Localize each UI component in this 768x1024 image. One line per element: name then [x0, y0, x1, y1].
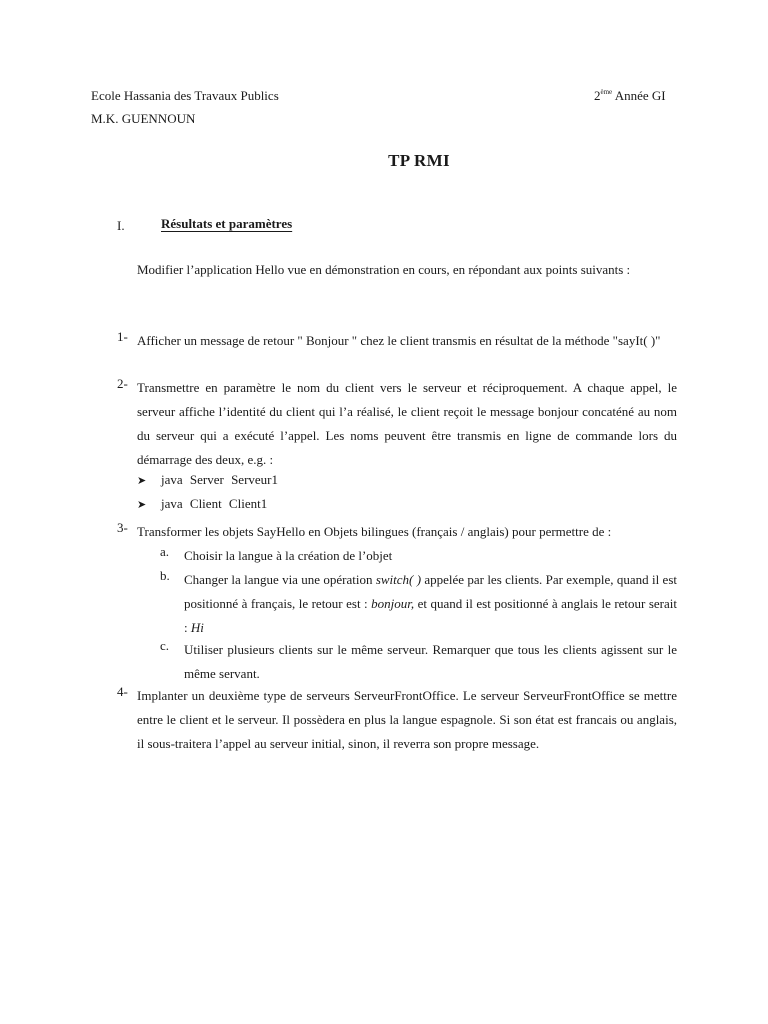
subitem-c-label: c.: [160, 638, 170, 653]
page-title: TP RMI: [388, 151, 450, 170]
arrow-bullet-icon: ➤: [137, 475, 147, 487]
item-2-text: Transmettre en paramètre le nom du client vers le serveur et réciproquement. A chaque appel, le serveur affiche l’identité du client qui l’a réalisé, le client reçoit le message bonjour concaténé au nom du serveur qui a exécuté l’appel. Les noms peuvent être transmis en ligne de commande lors du démarrage des deux, e.g. :: [137, 380, 677, 467]
item-1-text: Afficher un message de retour " Bonjour " chez le client transmis en résultat de la méthode "sayIt( )": [137, 333, 661, 348]
item-1-number: 1-: [117, 329, 128, 344]
year-label: [594, 88, 666, 104]
bullet-line-1: java Server Serveur1: [161, 472, 279, 487]
bullet-line-2: java Client Client1: [161, 496, 268, 511]
item-3-text: Transformer les objets SayHello en Objets bilingues (français / anglais) pour permettre de :: [137, 524, 612, 539]
year-superscript: ème: [600, 88, 613, 96]
subitem-b-part-1: Changer la langue via une opération: [184, 572, 376, 587]
year-rest: Année GI: [612, 88, 666, 103]
subitem-b-text: [184, 568, 677, 640]
item-2-number: 2-: [117, 376, 128, 391]
item-3-number: 3-: [117, 520, 128, 535]
subitem-b-part-3: et quand il est positionné à anglais le retour serait :: [184, 596, 677, 635]
subitem-b-switch: switch( ): [375, 572, 422, 587]
subitem-b-label: b.: [160, 568, 170, 583]
subitem-b-bonjour: bonjour,: [371, 596, 415, 611]
school-name: Ecole Hassania des Travaux Publics: [91, 88, 279, 103]
year-number: 2: [594, 88, 601, 103]
section-number: I.: [117, 218, 125, 233]
subitem-a-label: a.: [160, 544, 170, 559]
subitem-c-text: Utiliser plusieurs clients sur le même serveur. Remarquer que tous les clients agissent sur le même servant.: [184, 642, 677, 681]
section-title: Résultats et paramètres: [161, 216, 293, 231]
author-name: M.K. GUENNOUN: [91, 111, 196, 126]
arrow-bullet-icon: ➤: [137, 499, 147, 511]
item-4-text: Implanter un deuxième type de serveurs ServeurFrontOffice. Le serveur ServeurFrontOffice se mettre entre le client et le serveur. Il possèdera en plus la langue espagnole. Si son état est francais ou anglais, il sous-traitera l’appel au serveur initial, sinon, il reverra son propre message.: [137, 688, 677, 751]
subitem-b-hi: Hi: [190, 620, 204, 635]
subitem-a-text: Choisir la langue à la création de l’objet: [184, 548, 393, 563]
subitem-b-part-2: appelée par les clients. Par exemple, quand il est positionné à français, le retour est :: [184, 572, 677, 611]
intro-paragraph: Modifier l’application Hello vue en démonstration en cours, en répondant aux points suivants :: [137, 262, 631, 277]
item-4-number: 4-: [117, 684, 128, 699]
